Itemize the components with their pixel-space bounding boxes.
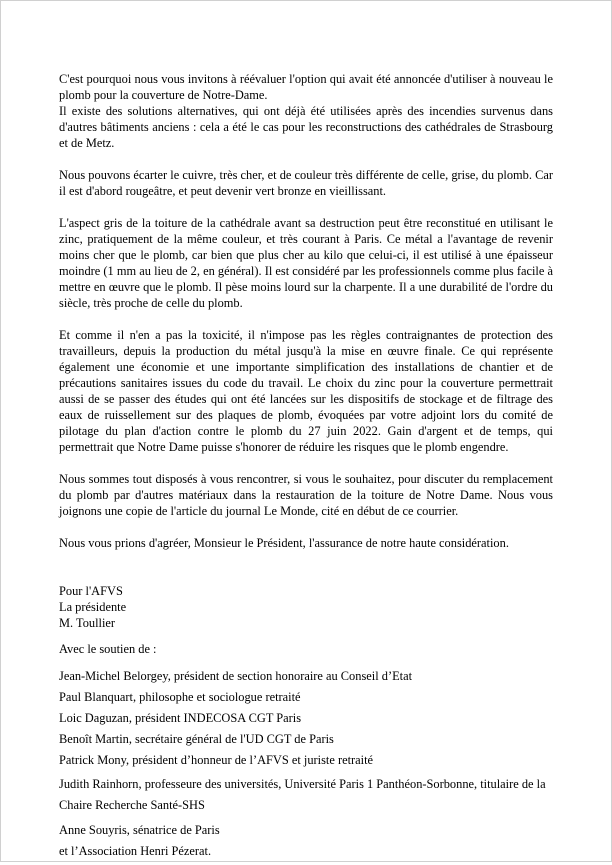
paragraph-alternatives: Il existe des solutions alternatives, qui ont déjà été utilisées après des incendies survenus dans d'autres bâtiments anciens : cela a été le cas pour les reconstructions des cathédrales de Strasbourg et de Metz. [59,104,553,150]
paragraph-closing: Nous vous prions d'agréer, Monsieur le Président, l'assurance de notre haute considération. [59,536,509,550]
signature-org: Pour l'AFVS [59,584,123,598]
paragraph-copper: Nous pouvons écarter le cuivre, très cher, et de couleur très différente de celle, grise, du plomb. Car il est d'abord rougeâtre, et peut devenir vert bronze en vieillissant. [59,168,553,198]
support-intro: Avec le soutien de : [59,642,157,656]
letter-body [59,71,553,865]
supporter-item: Judith Rainhorn, professeure des universités, Université Paris 1 Panthéon-Sorbonne, titulaire de la Chaire Recherche Santé-SHS [59,777,546,812]
supporters-list [59,669,553,858]
supporter-item: Paul Blanquart, philosophe et sociologue retraité [59,690,301,704]
signature-role: La présidente [59,600,127,614]
supporter-item: Patrick Mony, président d’honneur de l’AFVS et juriste retraité [59,753,374,767]
signature-block [59,583,553,631]
paragraph-reevaluate: C'est pourquoi nous vous invitons à réévaluer l'option qui avait été annoncée d'utiliser à nouveau le plomb pour la couverture de Notre-Dame. [59,72,553,102]
supporter-item: Benoît Martin, secrétaire général de l'UD CGT de Paris [59,732,334,746]
paragraph-meeting: Nous sommes tout disposés à vous rencontrer, si vous le souhaitez, pour discuter du remplacement du plomb par d'autres matériaux dans la restauration de la toiture de Notre Dame. Nous vous joignons une copie de l'article du journal Le Monde, cité en début de ce courrier. [59,472,553,518]
paragraph-toxicity: Et comme il n'en a pas la toxicité, il n'impose pas les règles contraignantes de protection des travailleurs, depuis la production du métal jusqu'à la mise en œuvre finale. Ce qui représente également une économie et une importante simplification des installations de chantier et de précautions sanitaires issues du code du travail. Le choix du zinc pour la couverture permettrait aussi de se passer des études qui ont été lancées sur les dispositifs de stockage et de filtrage des eaux de ruissellement sur des plaques de plomb, évoquées par votre adjoint lors du comité de pilotage du plan d'action contre le plomb du 27 juin 2022. Gain d'argent et de temps, qui permettrait que Notre Dame puisse s'honorer de réduire les risques que le plomb engendre. [59,328,553,454]
supporter-item: Jean-Michel Belorgey, président de section honoraire au Conseil d’Etat [59,669,413,683]
supporter-item: Loic Daguzan, président INDECOSA CGT Paris [59,711,302,725]
paragraph-zinc: L'aspect gris de la toiture de la cathédrale avant sa destruction peut être reconstitué en utilisant le zinc, pratiquement de la même couleur, et très courant à Paris. Ce métal a l'avantage de revenir moins cher que le plomb, car bien que plus cher au kilo que celui-ci, il est utilisé à une épaisseur moindre (1 mm au lieu de 2, en général). Il est considéré par les professionnels comme plus facile à mettre en œuvre que le plomb. Il pèse moins lourd sur la charpente. Il a une durabilité de l'ordre du siècle, très proche de celle du plomb. [59,216,553,310]
supporter-item: et l’Association Henri Pézerat. [59,844,212,858]
signature-name: M. Toullier [59,616,116,630]
supporter-item: Anne Souyris, sénatrice de Paris [59,823,220,837]
